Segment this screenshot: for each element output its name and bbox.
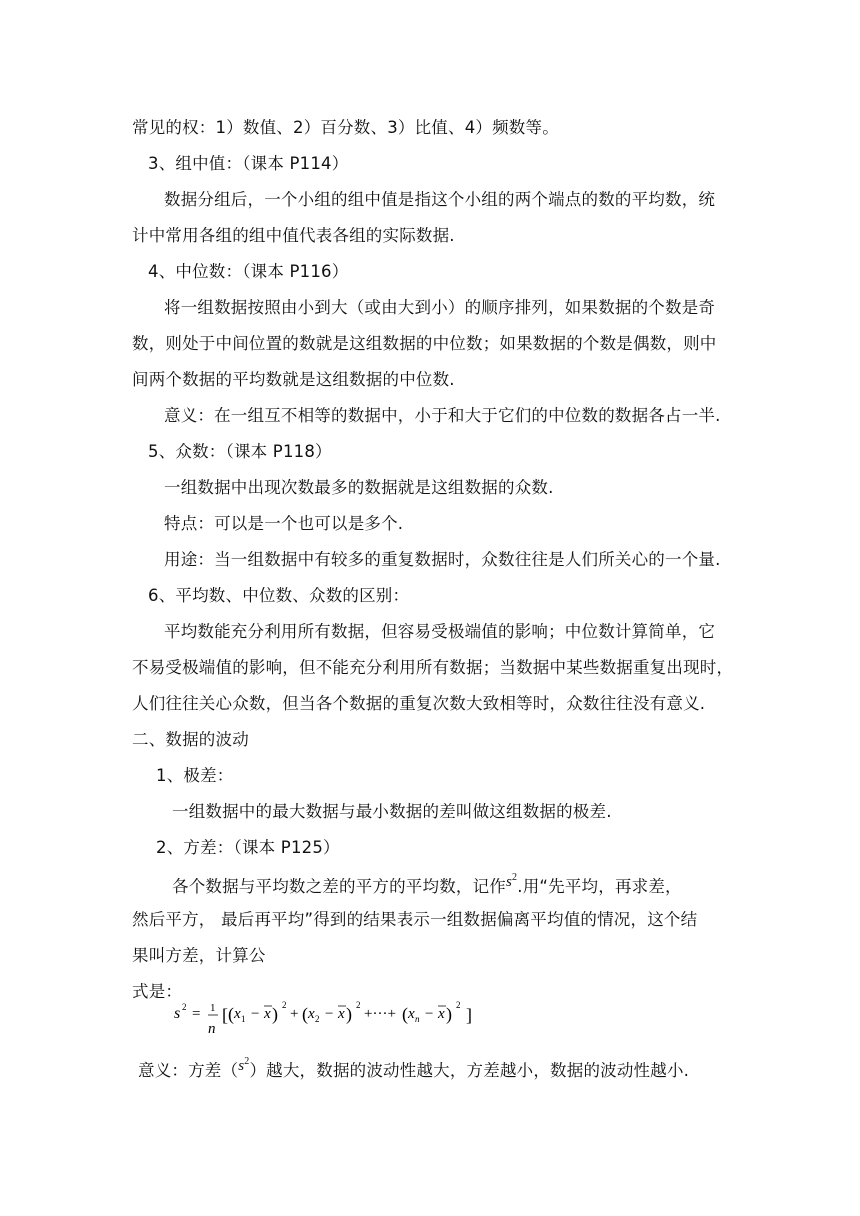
svg-text:[: [	[222, 1005, 228, 1025]
paragraph-line: 式是：	[132, 982, 183, 1001]
svg-text:2: 2	[315, 1014, 320, 1024]
variance-s: s	[238, 1058, 245, 1074]
svg-text:2: 2	[282, 1000, 287, 1010]
svg-text:2: 2	[456, 1000, 461, 1010]
section-heading: 1、极差：	[156, 766, 234, 785]
paragraph-line: 计中常用各组的组中值代表各组的实际数据.	[132, 226, 455, 245]
svg-text:2: 2	[182, 1002, 187, 1012]
variance-symbol	[506, 874, 517, 890]
svg-text:2: 2	[356, 1000, 361, 1010]
text-segment: 各个数据与平均数之差的平方的平均数，记作	[172, 877, 506, 896]
svg-text:x: x	[234, 1006, 241, 1022]
svg-text:−: −	[251, 1006, 260, 1022]
paragraph-line: 意义：在一组互不相等的数据中，小于和大于它们的中位数的数据各占一半.	[164, 406, 721, 425]
svg-text:x: x	[338, 1006, 345, 1022]
section-heading: 5、众数：（课本 P118）	[148, 442, 332, 461]
svg-text:x: x	[408, 1006, 415, 1022]
paragraph-line: 用途：当一组数据中有较多的重复数据时，众数往往是人们所关心的一个量.	[164, 550, 721, 569]
paragraph-line: 数据分组后，一个小组的组中值是指这个小组的两个端点的数的平均数，统	[164, 190, 716, 209]
svg-text:(: (	[402, 1004, 408, 1024]
paragraph-line: 人们往往关心众数，但当各个数据的重复次数大致相等时，众数往往没有意义.	[132, 694, 706, 713]
svg-text:s: s	[174, 1005, 181, 1022]
paragraph-line: 将一组数据按照由小到大（或由大到小）的顺序排列，如果数据的个数是奇	[164, 298, 716, 317]
svg-text:]: ]	[466, 1005, 472, 1025]
paragraph-line	[172, 872, 682, 900]
paragraph-line: 间两个数据的平均数就是这组数据的中位数.	[132, 370, 455, 389]
text-segment: ）越大，数据的波动性越大，方差越小，数据的波动性越小.	[249, 1061, 690, 1080]
section-heading: 3、组中值：（课本 P114）	[148, 154, 349, 173]
section-heading: 4、中位数：（课本 P116）	[148, 262, 349, 281]
svg-text:x: x	[264, 1006, 271, 1022]
variance-formula	[172, 996, 492, 1044]
paragraph-line: 数，则处于中间位置的数就是这组数据的中位数；如果数据的个数是偶数，则中	[132, 334, 717, 353]
paragraph-line: 然后平方， 最后再平均”得到的结果表示一组数据偏离平均值的情况，这个结	[132, 910, 698, 929]
variance-symbol	[238, 1058, 249, 1074]
paragraph-line: 常见的权：1）数值、2）百分数、3）比值、4）频数等。	[132, 118, 559, 137]
svg-text:1: 1	[210, 1002, 216, 1014]
variance-exponent: 2	[244, 1056, 250, 1067]
variance-s: s	[506, 874, 513, 890]
svg-text:n: n	[208, 1021, 216, 1037]
svg-text:−: −	[325, 1006, 334, 1022]
svg-text:+···+: +···+	[364, 1006, 396, 1022]
svg-text:=: =	[192, 1006, 201, 1022]
svg-text:): )	[446, 1004, 452, 1024]
text-segment: 意义：方差（	[138, 1061, 239, 1080]
text-segment: .用“先平均，再求差，	[517, 877, 682, 896]
svg-text:−: −	[425, 1006, 434, 1022]
svg-text:): )	[346, 1004, 352, 1024]
svg-text:n: n	[415, 1014, 420, 1024]
svg-text:): )	[272, 1004, 278, 1024]
svg-text:x: x	[438, 1006, 445, 1022]
paragraph-line: 一组数据中的最大数据与最小数据的差叫做这组数据的极差.	[172, 802, 612, 821]
section-heading: 2、方差：（课本 P125）	[156, 838, 340, 857]
chapter-heading: 二、数据的波动	[132, 730, 249, 749]
variance-exponent: 2	[512, 872, 518, 883]
paragraph-line: 不易受极端值的影响，但不能充分利用所有数据；当数据中某些数据重复出现时，	[132, 658, 734, 677]
paragraph-line: 平均数能充分利用所有数据，但容易受极端值的影响；中位数计算简单，它	[164, 622, 716, 641]
svg-text:(: (	[302, 1004, 308, 1024]
paragraph-line: 一组数据中出现次数最多的数据就是这组数据的众数.	[164, 478, 554, 497]
svg-text:x: x	[308, 1006, 315, 1022]
svg-text:(: (	[228, 1004, 234, 1024]
svg-text:+: +	[290, 1006, 299, 1022]
section-heading: 6、平均数、中位数、众数的区别：	[148, 586, 410, 605]
paragraph-line: 果叫方差，计算公	[132, 946, 266, 965]
paragraph-line	[138, 1056, 689, 1084]
paragraph-line: 特点：可以是一个也可以是多个.	[164, 514, 404, 533]
svg-text:1: 1	[241, 1014, 246, 1024]
